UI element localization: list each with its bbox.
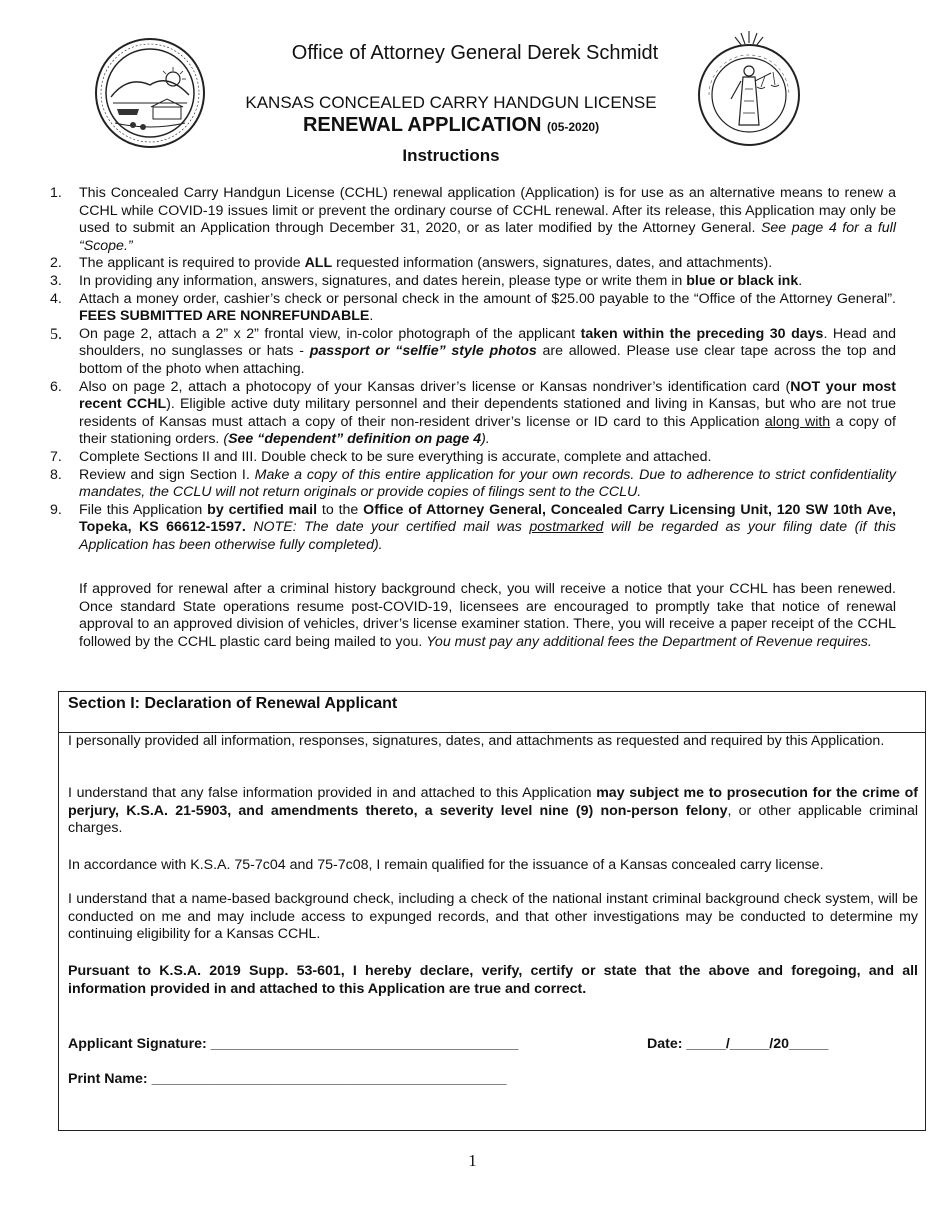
instruction-number: 6. <box>50 378 62 395</box>
instruction-text <box>79 291 896 325</box>
section-1-heading: Section I: Declaration of Renewal Applicant <box>68 695 398 712</box>
text-run: by certified mail <box>207 501 318 518</box>
text-run: The applicant is required to provide <box>79 255 305 272</box>
text-run: I understand that any false information provided in and attached to this Application <box>68 785 597 801</box>
text-run: I understand that a name-based background check, including a check of the national instant criminal background check system, will be conducted on me and may include access to expunged records, and that other investigations may be conducted to determine my continuing eligibility for a Kansas CCHL. <box>68 891 918 943</box>
text-run: ). <box>481 431 490 448</box>
text-run: taken within the preceding 30 days <box>580 325 824 342</box>
declaration-paragraph <box>68 857 918 875</box>
text-run: If approved for renewal after a criminal history background check, you will receive a notice that your CCHL has been renewed. Once standard State operations resume post-COVID-19, licensees are encouraged to promptly take that notice of renewal approval to an approved division of vehicles, driver’s license examiner station. There, you will receive a paper receipt of the CCHL followed by the CCHL plastic card being mailed to you. <box>79 581 896 650</box>
form-version: (05-2020) <box>547 120 600 134</box>
text-run: to the <box>317 501 364 518</box>
instruction-item <box>50 255 896 273</box>
text-run: Make a copy of this entire application for your own records. Due to adherence to strict confidentiality mandates, the CCLU will not return originals or provide copies of filings sent to the CCLU. <box>79 466 896 501</box>
instruction-number: 4. <box>50 290 62 307</box>
text-run: NOT your most recent CCHL <box>79 378 896 413</box>
text-run: ). Eligible active duty military personnel and their dependents stationed and living in Kansas, but who are not true residents of Kansas must attach a copy of their non-resident driver’s license or ID card to this Application <box>79 396 897 430</box>
text-run: NOTE: The date your certified mail was <box>253 519 530 536</box>
renewal-notice-paragraph <box>79 581 896 651</box>
instruction-number: 8. <box>50 466 62 483</box>
form-title <box>0 113 902 139</box>
instruction-number: 1. <box>50 185 62 201</box>
text-run: See “dependent” definition on page 4 <box>228 431 482 448</box>
section-1-declaration <box>58 691 926 1131</box>
instruction-text <box>79 467 896 501</box>
instruction-text <box>79 502 896 553</box>
text-run: ALL <box>304 255 333 272</box>
text-run: In accordance with K.S.A. 75-7c04 and 75-7c08, I remain qualified for the issuance of a Kansas concealed carry license. <box>68 857 824 873</box>
instruction-item <box>50 273 896 291</box>
text-run: On page 2, attach a 2” x 2” frontal view, in-color photograph of the applicant <box>79 325 581 342</box>
text-run: requested information (answers, signatures, dates, and attachments). <box>332 255 773 272</box>
instructions-heading: Instructions <box>402 146 500 165</box>
text-run: . <box>369 308 374 325</box>
text-run: Complete Sections II and III. Double check to be sure everything is accurate, complete and attached. <box>79 448 712 465</box>
instruction-number: 9. <box>50 501 62 518</box>
instruction-item <box>50 291 896 326</box>
text-run: blue or black ink <box>686 272 799 289</box>
text-run: Also on page 2, attach a photocopy of your Kansas driver’s license or Kansas nondriver’s identification card ( <box>79 378 791 395</box>
text-run: This Concealed Carry Handgun License (CCHL) renewal application (Application) is for use as an alternative means to renew a CCHL while COVID-19 issues limit or prevent the ordinary course of CCHL renewal. After its release, this Application may only be used to submit an Application through December 31, 2020, or as later modified by the Attorney General. <box>79 185 896 237</box>
instruction-text <box>79 273 802 289</box>
instruction-text <box>79 185 896 254</box>
instruction-number: 5. <box>50 325 62 343</box>
text-run: Attach a money order, cashier’s check or personal check in the amount of $25.00 payable to the “Office of the Attorney General”. <box>79 290 896 307</box>
text-run: a copy of their stationing orders. <box>79 413 896 448</box>
declaration-paragraph <box>68 891 918 944</box>
text-run: postmarked <box>529 519 604 536</box>
form-subtitle: KANSAS CONCEALED CARRY HANDGUN LICENSE <box>245 93 657 112</box>
text-run: . Head and shoulders, no sunglasses or hats - <box>79 325 897 360</box>
instructions-list <box>50 185 896 554</box>
instruction-item <box>50 502 896 555</box>
form-title-main: RENEWAL APPLICATION <box>302 114 542 136</box>
text-run: In providing any information, answers, signatures, and dates herein, please type or write them in <box>79 272 687 289</box>
instruction-item <box>50 467 896 502</box>
declaration-paragraph <box>68 963 918 998</box>
text-run: , or other applicable criminal charges. <box>68 802 918 837</box>
text-run: Pursuant to K.S.A. 2019 Supp. 53-601, I hereby declare, verify, certify or state that the above and foregoing, and all information provided in and attached to this Application are true and correct. <box>68 963 918 997</box>
instruction-item <box>50 379 896 449</box>
text-run: See page 4 for a full “Scope.” <box>79 220 896 254</box>
text-run: I personally provided all information, responses, signatures, dates, and attachments as requested and required by this Application. <box>68 733 885 749</box>
section-1-header <box>59 692 925 733</box>
text-run: Review and sign Section I. <box>79 466 255 483</box>
text-run: along with <box>764 413 831 430</box>
instruction-number: 2. <box>50 255 62 272</box>
instruction-text <box>79 255 772 271</box>
text-run: File this Application <box>79 501 208 518</box>
signature-date-field[interactable]: Date: _____/_____/20_____ <box>647 1036 829 1052</box>
instruction-number: 7. <box>50 448 62 465</box>
instruction-number: 3. <box>50 272 62 289</box>
text-run: FEES SUBMITTED ARE NONREFUNDABLE <box>79 308 370 325</box>
page-number: 1 <box>468 1151 477 1170</box>
instruction-text <box>79 379 896 448</box>
print-name-field[interactable]: Print Name: _____________________________________________ <box>68 1071 507 1087</box>
declaration-paragraph <box>68 733 918 751</box>
instruction-text <box>79 449 712 465</box>
text-run: will be regarded as your filing date (if this Application has been otherwise fully completed). <box>79 519 896 553</box>
text-run: are allowed. Please use clear tape across the top and bottom of the photo when attaching. <box>79 343 896 377</box>
text-run: You must pay any additional fees the Department of Revenue requires. <box>426 633 872 650</box>
text-run: ( <box>223 431 229 448</box>
applicant-signature-field[interactable]: Applicant Signature: _______________________________________ <box>68 1036 519 1052</box>
instruction-item <box>50 326 896 379</box>
instruction-item <box>50 185 896 255</box>
text-run: . <box>798 272 803 289</box>
text-run: Office of Attorney General, Concealed Carry Licensing Unit, 120 SW 10th Ave, Topeka, KS 66612-1597. <box>79 501 896 536</box>
declaration-paragraph <box>68 785 918 838</box>
text-run: may subject me to prosecution for the crime of perjury, K.S.A. 21-5903, and amendments thereto, a severity level nine (9) non-person felony <box>68 785 918 819</box>
instruction-item <box>50 449 896 467</box>
text-run: passport or “selfie” style photos <box>309 343 537 360</box>
instruction-text <box>79 326 896 377</box>
office-title: Office of Attorney General Derek Schmidt <box>291 42 659 64</box>
